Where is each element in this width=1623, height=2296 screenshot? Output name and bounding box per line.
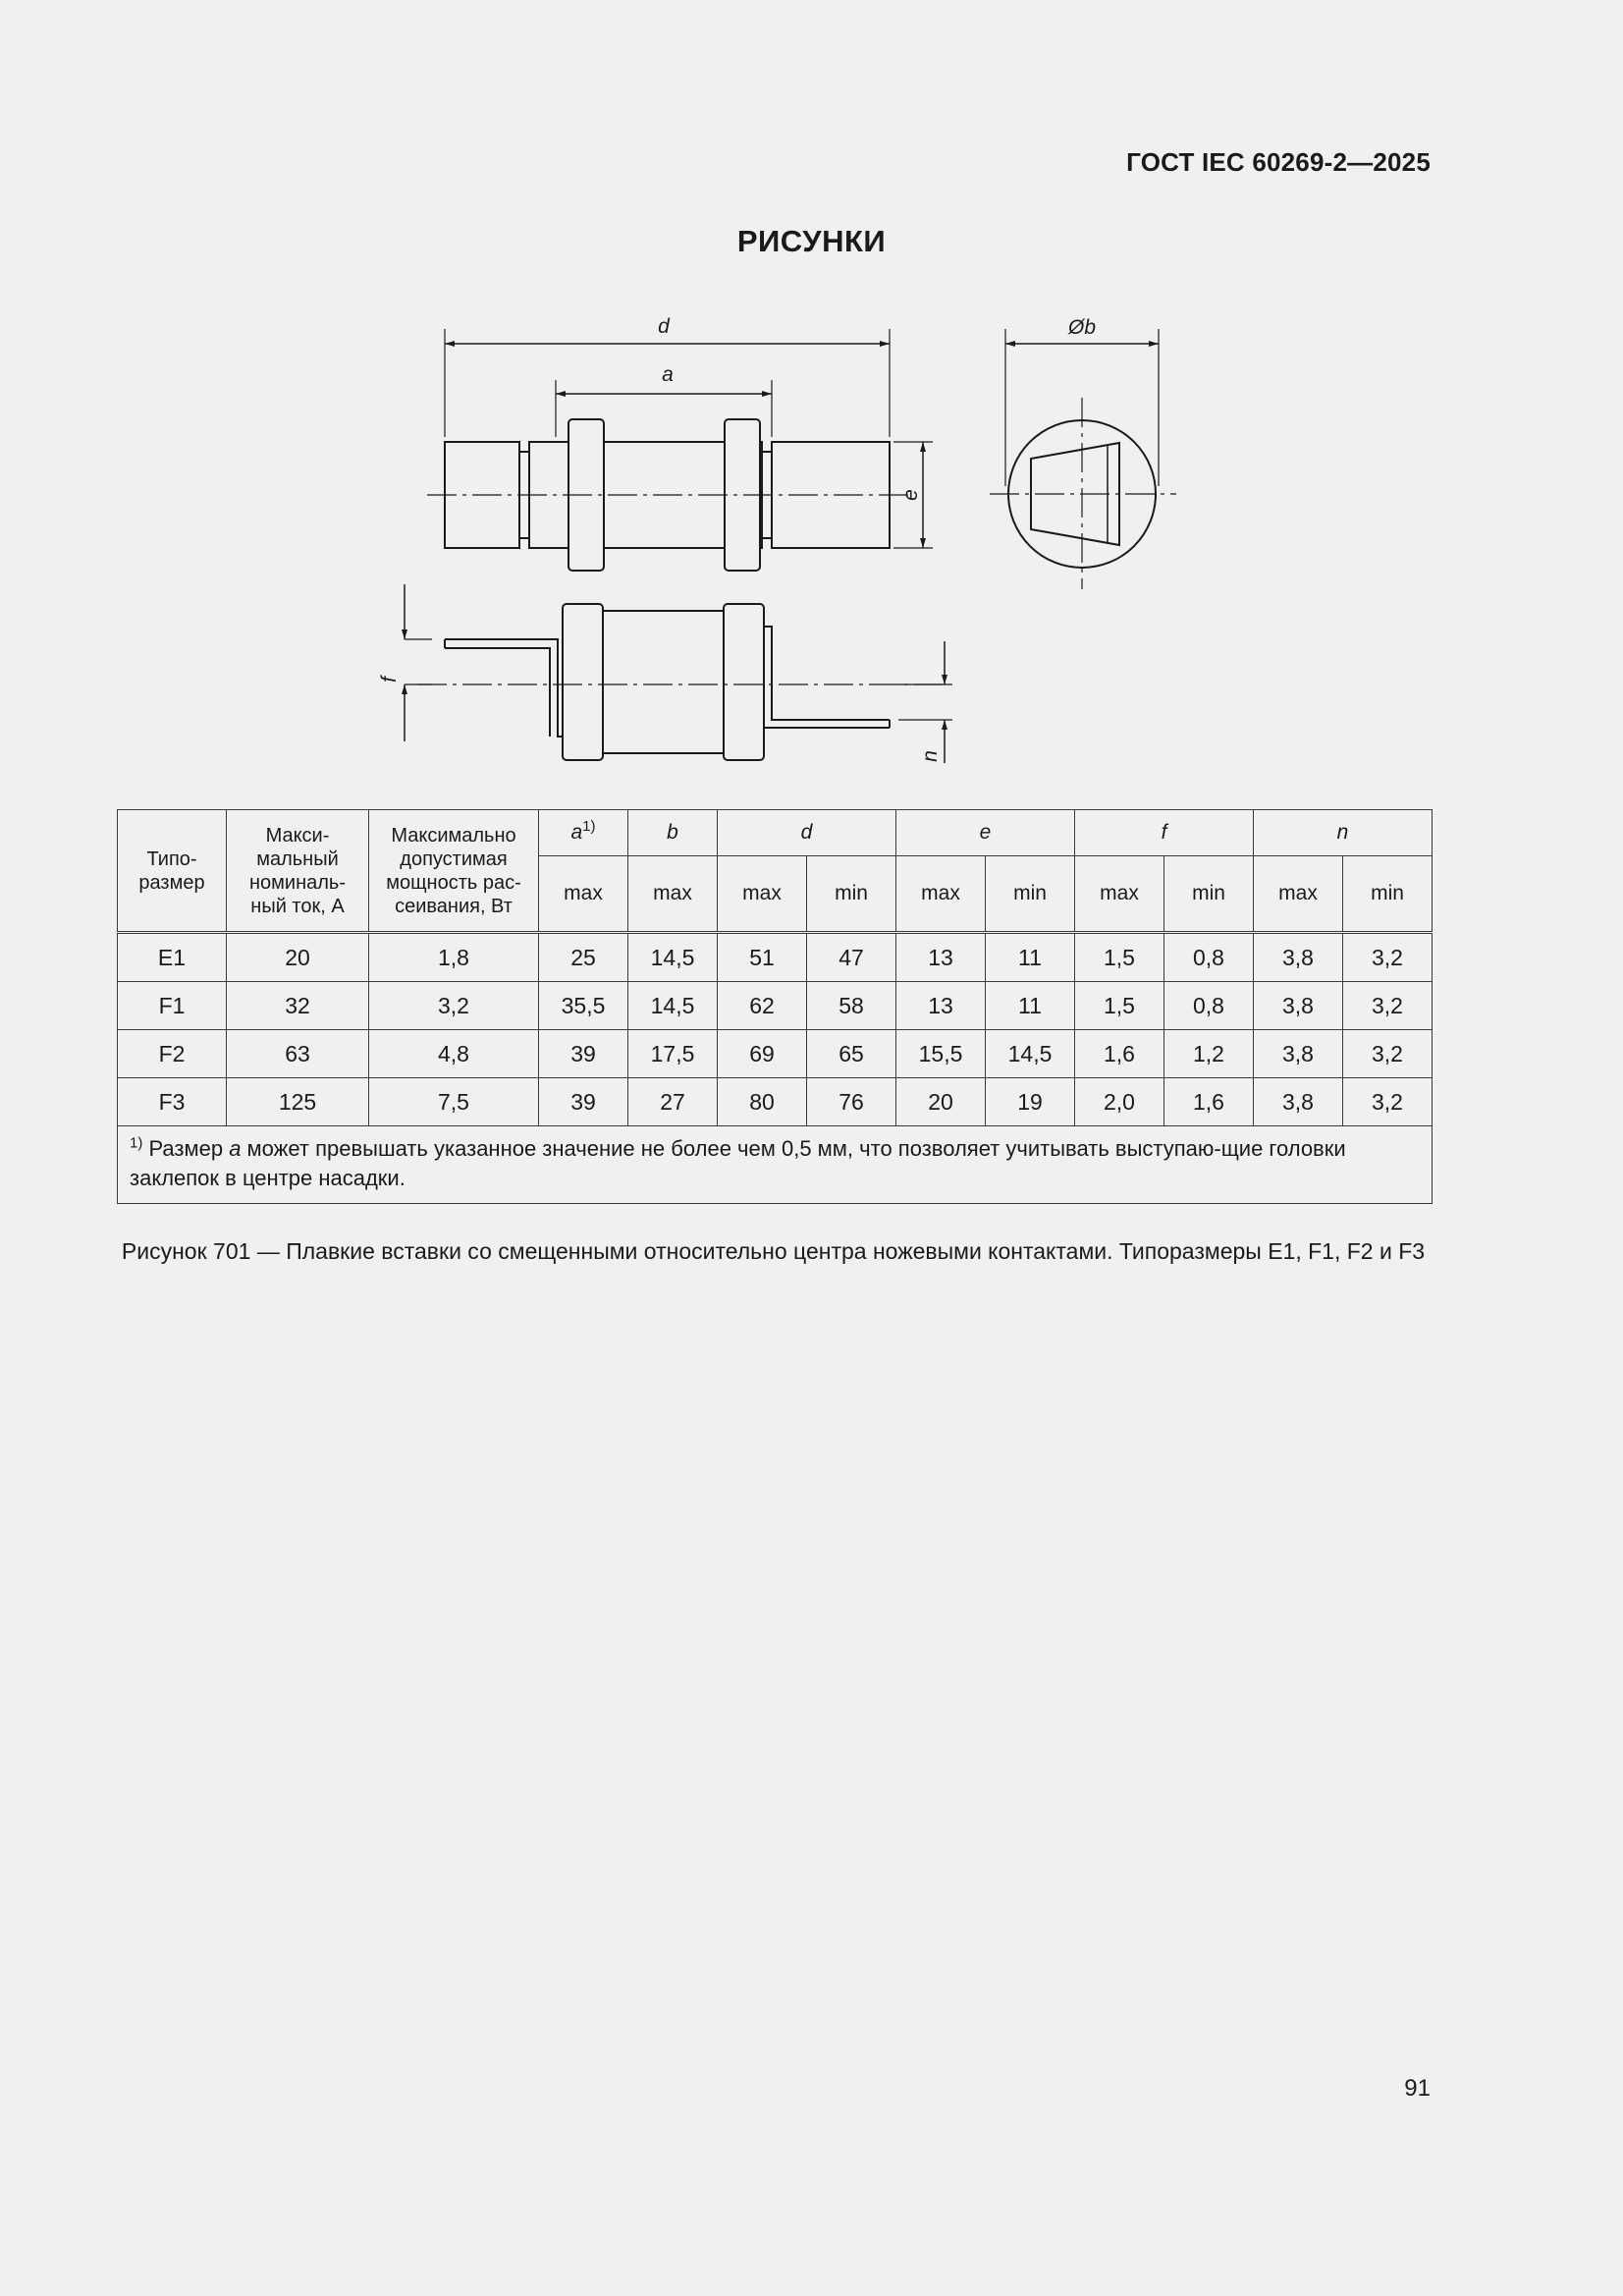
table-cell: 13: [896, 933, 986, 982]
table-cell: 69: [718, 1030, 807, 1078]
table-cell: 35,5: [539, 982, 628, 1030]
table-cell: F1: [118, 982, 227, 1030]
table-cell: 27: [628, 1078, 718, 1126]
fuse-dimensions-table: [117, 809, 1433, 1204]
col-d: d: [718, 810, 896, 856]
standard-designation: ГОСТ IEC 60269-2—2025: [1126, 147, 1431, 177]
table-cell: 3,8: [1254, 1078, 1343, 1126]
table-row: [118, 933, 1433, 982]
table-row: [118, 982, 1433, 1030]
table-cell: 2,0: [1075, 1078, 1164, 1126]
table-cell: 4,8: [369, 1030, 539, 1078]
fuse-technical-drawing: [363, 309, 1208, 781]
figure-caption: Рисунок 701 — Плавкие вставки со смещенными относительно центра ножевыми контактами. Типоразмеры E1, F1, F2 и F3: [121, 1238, 1426, 1264]
table-cell: 15,5: [896, 1030, 986, 1078]
table-cell: E1: [118, 933, 227, 982]
col-f: f: [1075, 810, 1254, 856]
label-a: a: [662, 363, 674, 386]
table-cell: 3,2: [1343, 1030, 1433, 1078]
subcol-e-max: max: [896, 856, 986, 933]
table-cell: 1,5: [1075, 982, 1164, 1030]
side-view: [990, 329, 1176, 589]
col-max-power: Максимально допустимая мощность рас- сеивания, Вт: [369, 810, 539, 933]
label-f: f: [378, 677, 401, 683]
table-cell: 1,5: [1075, 933, 1164, 982]
table-cell: 3,2: [369, 982, 539, 1030]
subcol-f-min: min: [1164, 856, 1254, 933]
bottom-view: [405, 584, 952, 763]
subcol-b-max: max: [628, 856, 718, 933]
footnote-marker: 1): [130, 1134, 143, 1152]
table-cell: 1,2: [1164, 1030, 1254, 1078]
table-cell: F3: [118, 1078, 227, 1126]
label-e: e: [899, 489, 922, 501]
table-cell: 14,5: [628, 982, 718, 1030]
table-cell: 3,8: [1254, 1030, 1343, 1078]
table-footnote: [118, 1126, 1433, 1204]
table-cell: 80: [718, 1078, 807, 1126]
table-cell: 20: [896, 1078, 986, 1126]
table-cell: 1,6: [1075, 1030, 1164, 1078]
table-cell: 62: [718, 982, 807, 1030]
table-cell: 63: [227, 1030, 369, 1078]
table-cell: 3,8: [1254, 982, 1343, 1030]
section-title: РИСУНКИ: [736, 224, 887, 258]
table-cell: 11: [986, 982, 1075, 1030]
subcol-d-max: max: [718, 856, 807, 933]
col-a-footnote-ref: 1): [582, 818, 596, 835]
table-cell: 32: [227, 982, 369, 1030]
table-cell: 65: [807, 1030, 896, 1078]
table-cell: 7,5: [369, 1078, 539, 1126]
table-cell: 14,5: [628, 933, 718, 982]
label-d: d: [658, 315, 670, 338]
table-row: [118, 1078, 1433, 1126]
subcol-e-min: min: [986, 856, 1075, 933]
footnote-text-after: может превышать указанное значение не более чем 0,5 мм, что позволяет учитывать выступаю-щие головки заклепок в центре насадки.: [130, 1136, 1346, 1190]
table-cell: 125: [227, 1078, 369, 1126]
footnote-symbol: a: [229, 1136, 242, 1161]
table-cell: 25: [539, 933, 628, 982]
label-n: n: [919, 750, 942, 762]
subcol-n-max: max: [1254, 856, 1343, 933]
table-cell: 0,8: [1164, 982, 1254, 1030]
table-cell: 0,8: [1164, 933, 1254, 982]
footnote-text-before: Размер: [142, 1136, 230, 1161]
table-cell: 47: [807, 933, 896, 982]
table-cell: 51: [718, 933, 807, 982]
front-view: [427, 329, 933, 571]
table-cell: 76: [807, 1078, 896, 1126]
label-b: Øb: [1067, 316, 1097, 339]
page-number: 91: [1404, 2075, 1431, 2102]
col-max-current: Макси- мальный номиналь- ный ток, А: [227, 810, 369, 933]
subcol-n-min: min: [1343, 856, 1433, 933]
table-cell: 1,8: [369, 933, 539, 982]
table-cell: 20: [227, 933, 369, 982]
subcol-a-max: max: [539, 856, 628, 933]
table-cell: 3,2: [1343, 933, 1433, 982]
table-cell: 3,2: [1343, 982, 1433, 1030]
table-cell: F2: [118, 1030, 227, 1078]
col-a: [539, 810, 628, 856]
table-cell: 14,5: [986, 1030, 1075, 1078]
col-e: e: [896, 810, 1075, 856]
table-cell: 3,8: [1254, 933, 1343, 982]
table-cell: 1,6: [1164, 1078, 1254, 1126]
table-cell: 19: [986, 1078, 1075, 1126]
col-n: n: [1254, 810, 1433, 856]
table-cell: 58: [807, 982, 896, 1030]
table-cell: 11: [986, 933, 1075, 982]
subcol-d-min: min: [807, 856, 896, 933]
table-cell: 13: [896, 982, 986, 1030]
col-a-symbol: a: [570, 821, 583, 844]
subcol-f-max: max: [1075, 856, 1164, 933]
table-cell: 39: [539, 1030, 628, 1078]
table-cell: 3,2: [1343, 1078, 1433, 1126]
table-row: [118, 1030, 1433, 1078]
col-b: b: [628, 810, 718, 856]
table-cell: 39: [539, 1078, 628, 1126]
table-cell: 17,5: [628, 1030, 718, 1078]
col-type-size: Типо- размер: [118, 810, 227, 933]
